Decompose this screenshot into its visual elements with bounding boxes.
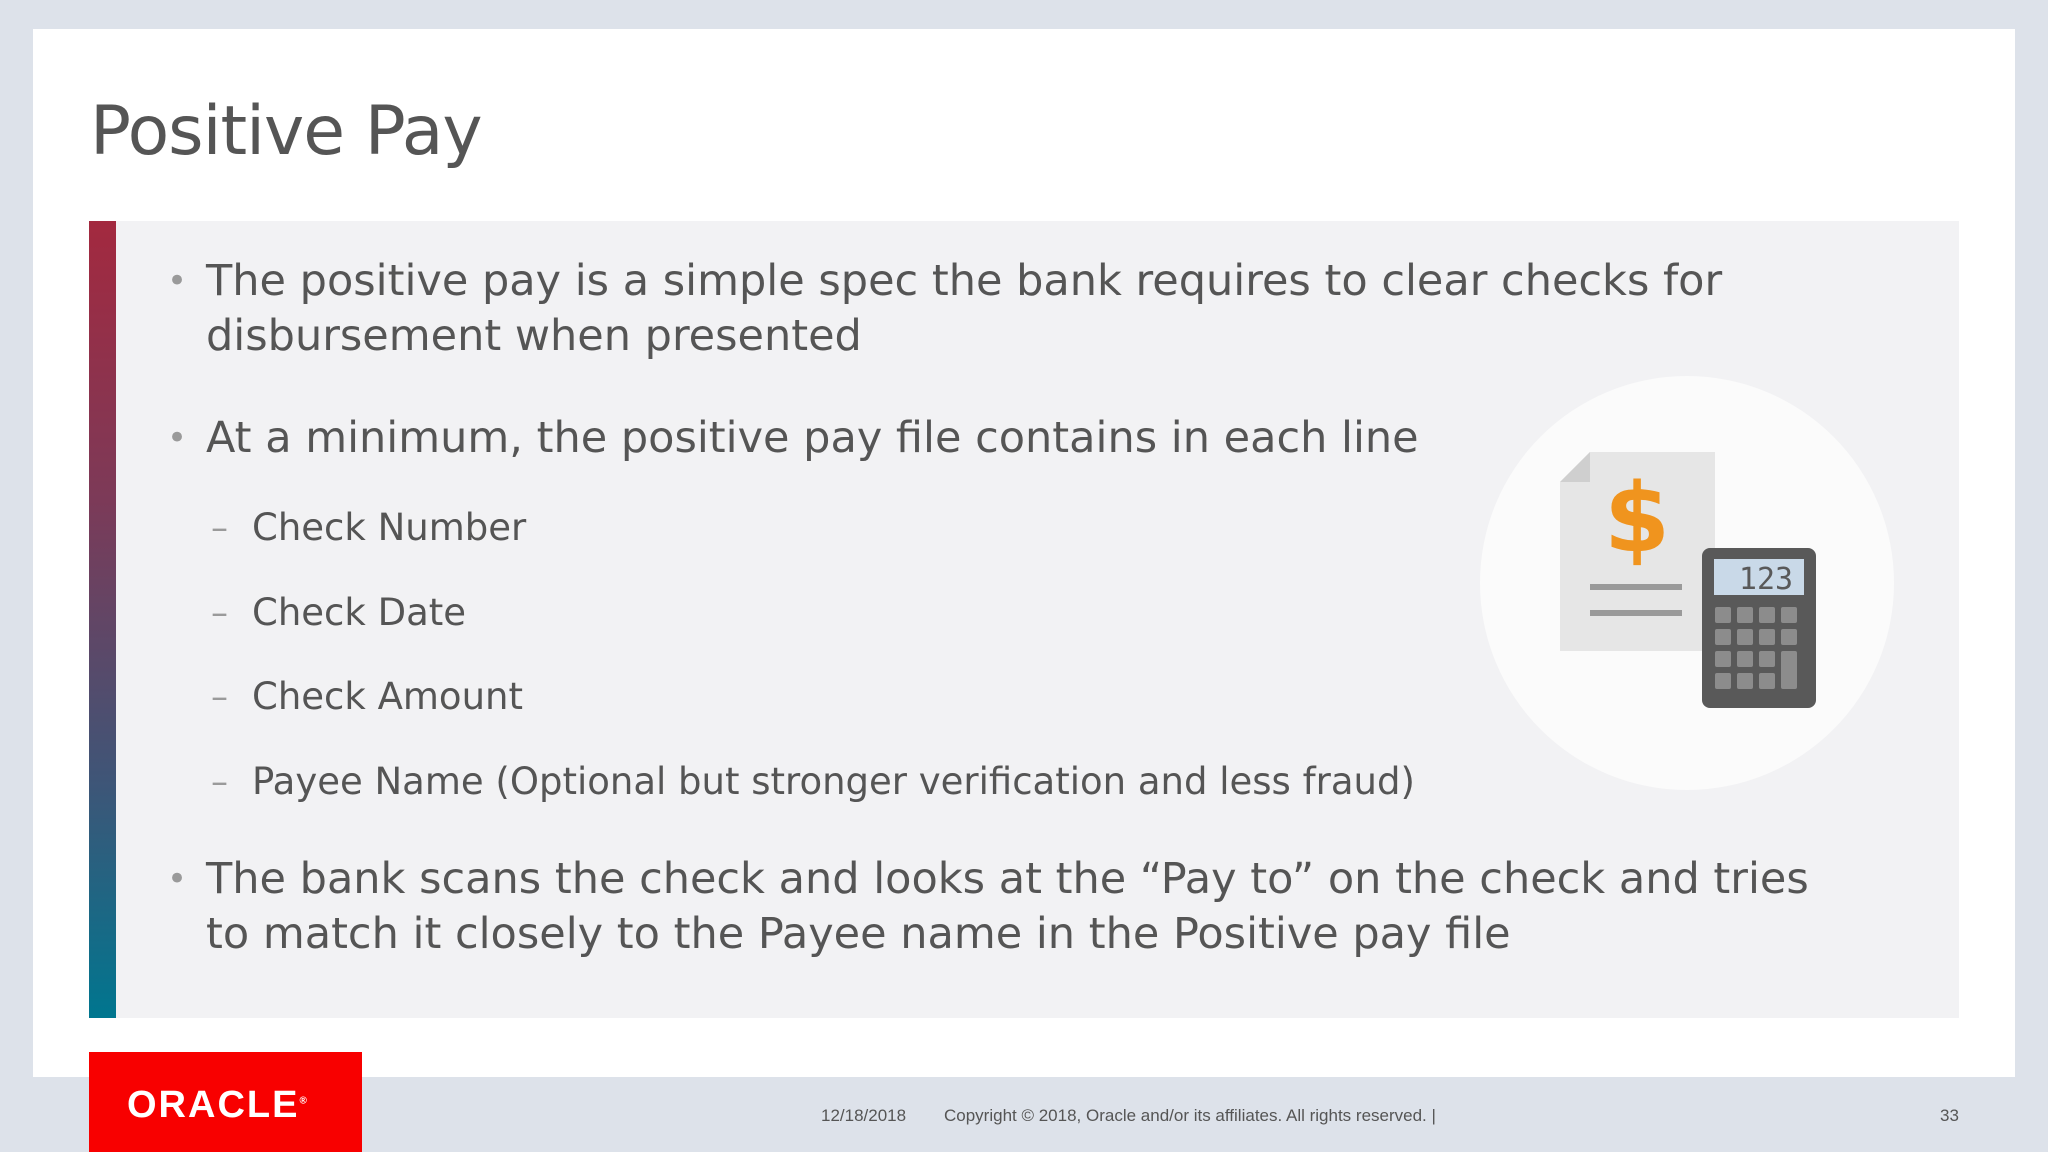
bullet-3 (167, 852, 1809, 962)
accent-bar (89, 221, 116, 1018)
bullet-3-line-2: to match it closely to the Payee name in the Positive pay file (206, 909, 1511, 959)
footer-copyright: Copyright © 2018, Oracle and/or its affiliates. All rights reserved. | (944, 1106, 1436, 1125)
sub-bullet-mark: – (211, 508, 228, 548)
registered-mark: ® (299, 1095, 309, 1107)
sub-bullet-text: Check Number (252, 506, 527, 549)
oracle-logo (89, 1052, 362, 1152)
bullet-mark: • (167, 261, 188, 301)
bullet-3-line-1: The bank scans the check and looks at the “Pay to” on the check and tries (206, 854, 1809, 904)
document-line (1590, 584, 1682, 590)
sub-bullet-check-number (211, 504, 527, 552)
bullet-mark: • (167, 418, 188, 458)
oracle-logo-text (127, 1084, 309, 1127)
calculator-display-text: 123 (1738, 562, 1794, 597)
sub-bullet-mark: – (211, 677, 228, 717)
logo-wordmark: ORACLE (127, 1084, 300, 1126)
sub-bullet-text: Check Amount (252, 675, 523, 718)
sub-bullet-mark: – (211, 762, 228, 802)
document-line (1590, 610, 1682, 616)
bullet-2-text: At a minimum, the positive pay file contains in each line (206, 413, 1419, 463)
sub-bullet-text: Check Date (252, 591, 467, 634)
bullet-mark: • (167, 859, 188, 899)
dollar-sign: $ (1603, 464, 1671, 574)
sub-bullet-check-date (211, 589, 467, 637)
illustration-svg (1480, 376, 1894, 790)
sub-bullet-payee-name (211, 758, 1415, 806)
document-dollar-calculator-icon (1480, 376, 1894, 790)
document-fold (1560, 452, 1590, 482)
slide-title: Positive Pay (90, 92, 482, 171)
bullet-2 (167, 411, 1419, 466)
sub-bullet-text: Payee Name (Optional but stronger verification and less fraud) (252, 760, 1415, 803)
sub-bullet-mark: – (211, 593, 228, 633)
footer-date: 12/18/2018 (821, 1106, 907, 1125)
bullet-1 (167, 254, 1723, 364)
page-number: 33 (1940, 1106, 1959, 1125)
sub-bullet-check-amount (211, 673, 523, 721)
bullet-1-line-2: disbursement when presented (206, 311, 862, 361)
bullet-1-line-1: The positive pay is a simple spec the bank requires to clear checks for (206, 256, 1723, 306)
